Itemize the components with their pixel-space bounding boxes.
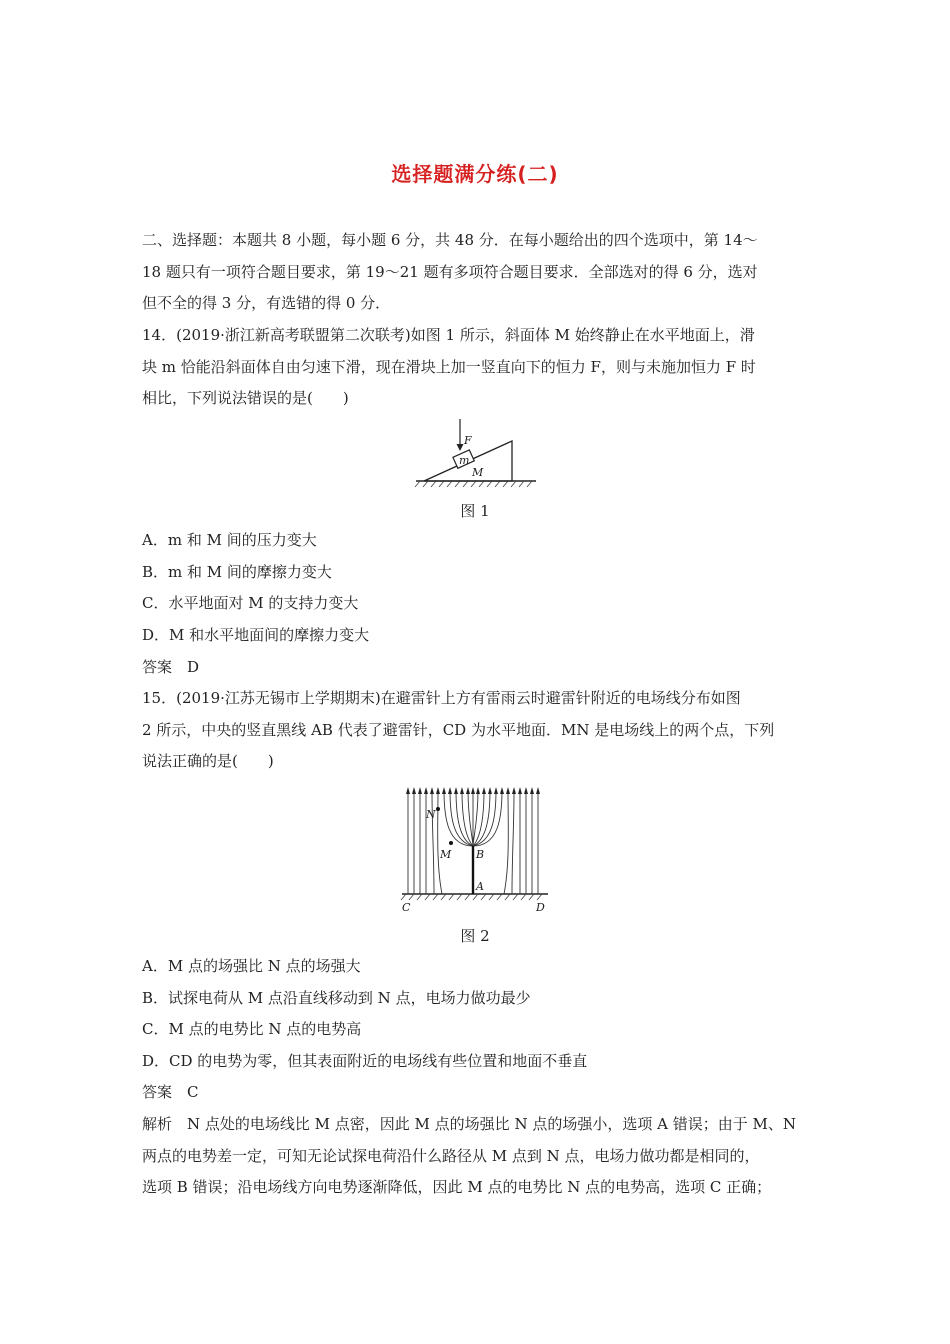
intro-line: 二、选择题：本题共 8 小题，每小题 6 分，共 48 分．在每小题给出的四个选项中，第 14～ (142, 231, 758, 249)
q15-option-c: C．M 点的电势比 N 点的电势高 (142, 1020, 362, 1038)
q14-option-c: C．水平地面对 M 的支持力变大 (142, 594, 359, 612)
figure-2-label-M: M (440, 848, 452, 861)
figure-2-label-N: N (426, 808, 436, 821)
figure-1-label-m: m (459, 454, 470, 467)
q15-option-d: D．CD 的电势为零，但其表面附近的电场线有些位置和地面不垂直 (142, 1052, 588, 1070)
figure-1-incline-diagram (410, 415, 540, 491)
q15-stem-line: 说法正确的是( ) (142, 752, 274, 770)
figure-2-caption: 图 2 (460, 927, 490, 945)
intro-line: 但不全的得 3 分，有选错的得 0 分． (142, 294, 391, 312)
q15-stem-line: 2 所示，中央的竖直黑线 AB 代表了避雷针，CD 为水平地面．MN 是电场线上的两个点，下列 (142, 721, 775, 739)
figure-2-lightning-rod-field (396, 784, 554, 916)
q15-analysis-line: 选项 B 错误；沿电场线方向电势逐渐降低，因此 M 点的电势比 N 点的电势高，选项 C 正确； (142, 1178, 772, 1196)
figure-2-label-C: C (402, 901, 411, 914)
figure-1-label-M: M (472, 466, 484, 479)
q15-stem-line: 15．(2019·江苏无锡市上学期期末)在避雷针上方有雷雨云时避雷针附近的电场线分布如图 (142, 689, 741, 707)
figure-2-label-A: A (476, 880, 484, 893)
q14-option-b: B．m 和 M 间的摩擦力变大 (142, 563, 332, 581)
q14-option-d: D．M 和水平地面间的摩擦力变大 (142, 626, 370, 644)
q14-stem-line: 相比，下列说法错误的是( ) (142, 389, 349, 407)
figure-2-label-B: B (476, 848, 485, 861)
q14-stem-line: 14．(2019·浙江新高考联盟第二次联考)如图 1 所示，斜面体 M 始终静止在水平地面上，滑 (142, 326, 755, 344)
q15-analysis-line: 解析 N 点处的电场线比 M 点密，因此 M 点的场强比 N 点的场强小，选项 A 错误；由于 M、N (142, 1115, 796, 1133)
q15-option-a: A．M 点的场强比 N 点的场强大 (142, 957, 361, 975)
q14-stem-line: 块 m 恰能沿斜面体自由匀速下滑，现在滑块上加一竖直向下的恒力 F，则与未施加恒力 F 时 (142, 358, 756, 376)
intro-line: 18 题只有一项符合题目要求，第 19～21 题有多项符合题目要求．全部选对的得 6 分，选对 (142, 263, 758, 281)
figure-2-label-D: D (536, 901, 545, 914)
figure-1-caption: 图 1 (460, 502, 490, 520)
page-title: 选择题满分练(二) (391, 162, 559, 186)
q15-option-b: B．试探电荷从 M 点沿直线移动到 N 点，电场力做功最少 (142, 989, 531, 1007)
q15-analysis-line: 两点的电势差一定，可知无论试探电荷沿什么路径从 M 点到 N 点，电场力做功都是相同的， (142, 1147, 760, 1165)
q14-option-a: A．m 和 M 间的压力变大 (142, 531, 317, 549)
q14-answer: 答案 D (142, 658, 200, 676)
q15-answer: 答案 C (142, 1083, 199, 1101)
figure-1-label-F: F (464, 434, 472, 447)
